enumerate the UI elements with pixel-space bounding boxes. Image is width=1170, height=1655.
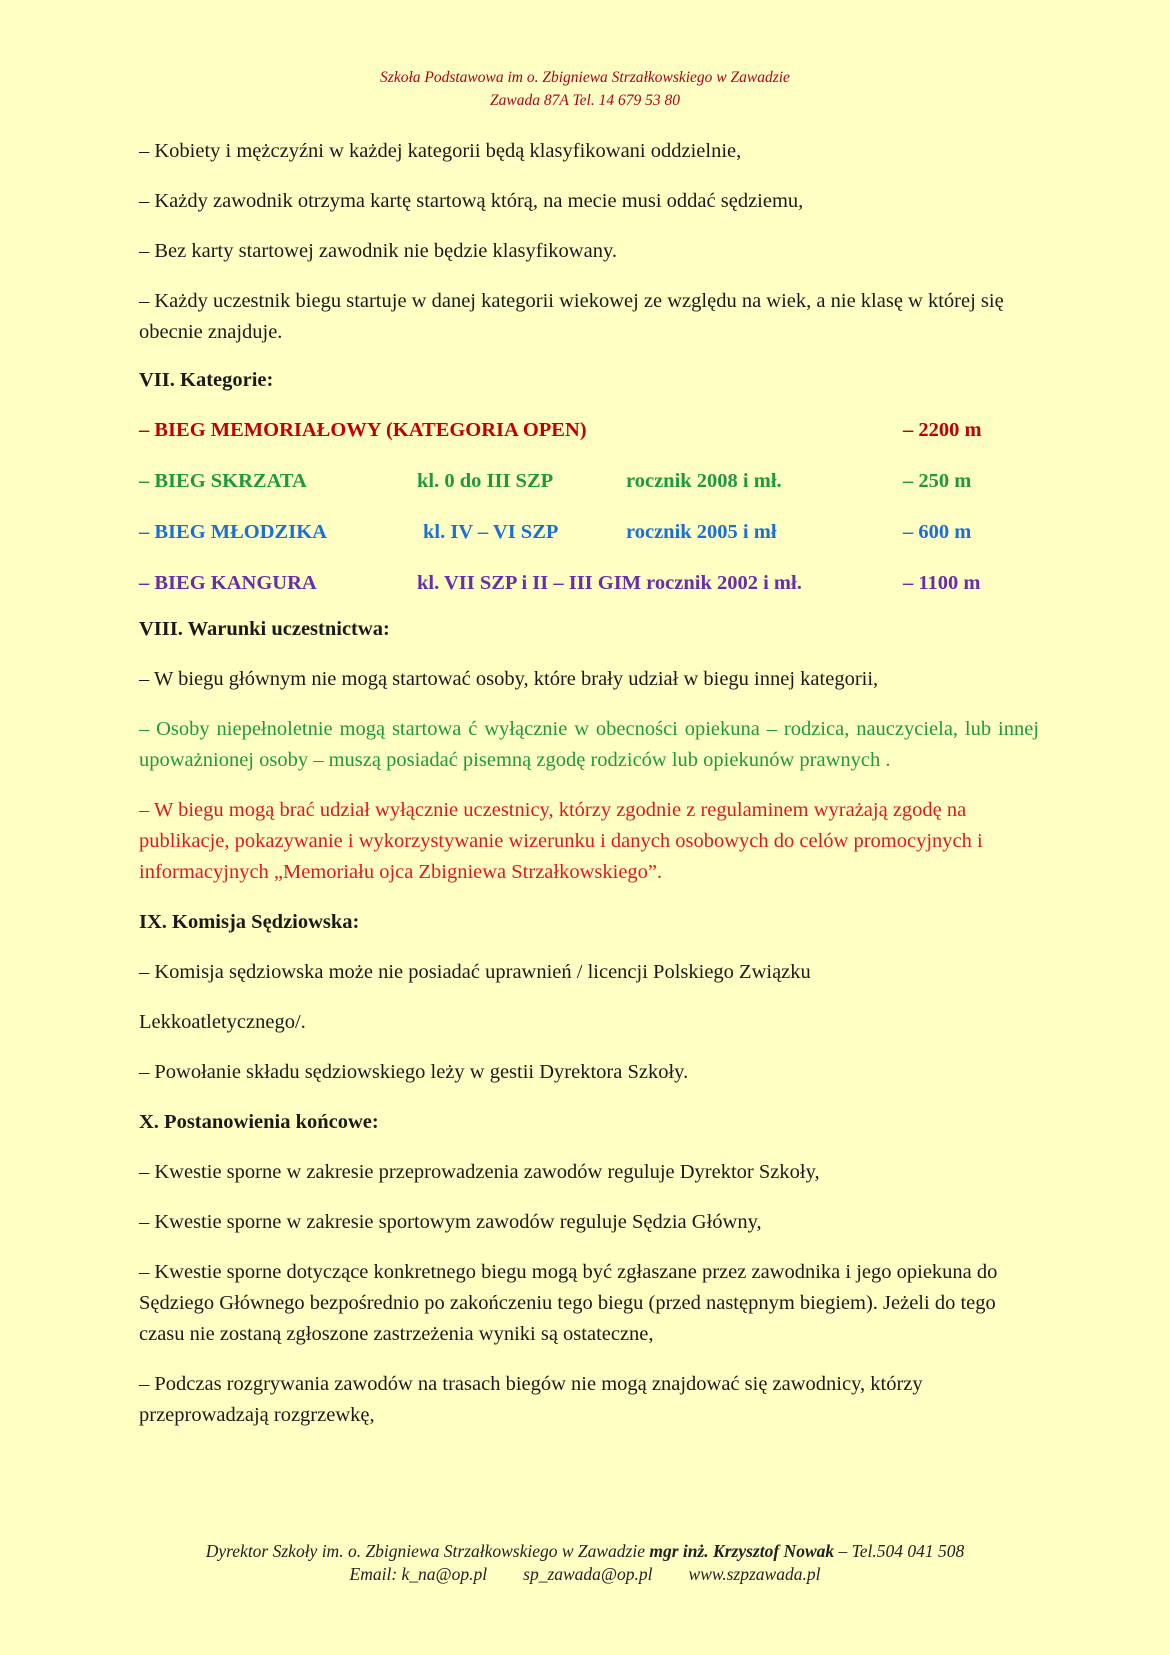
category-distance: – 600 m [903,521,972,543]
section-heading-participation: VIII. Warunki uczestnictwa: [139,618,390,640]
category-name: – BIEG MEMORIAŁOWY (KATEGORIA OPEN) [139,419,587,441]
category-year: rocznik 2005 i mł [626,521,777,543]
category-distance: – 1100 m [903,572,981,594]
category-row-skrzat [139,466,1039,497]
school-name: Szkoła Podstawowa im o. Zbigniewa Strzałkowskiego w Zawadzie [380,69,790,86]
category-name: – BIEG MŁODZIKA [139,521,327,543]
final-rule-referee: – Kwestie sporne w zakresie sportowym zawodów reguluje Sędzia Główny, [139,1211,762,1233]
category-name: – BIEG KANGURA [139,572,317,594]
footer-contact-line [0,1563,1170,1586]
category-class: kl. 0 do III SZP [417,470,554,492]
judges-rule-appointment: – Powołanie składu sędziowskiego leży w gestii Dyrektora Szkoły. [139,1061,689,1083]
school-address: Zawada 87A Tel. 14 679 53 80 [490,92,680,109]
category-distance: – 2200 m [903,419,982,441]
judges-rule-license-cont: Lekkoatletycznego/. [139,1011,306,1033]
category-class: kl. VII SZP i II – III GIM rocznik 2002 i mł. [417,572,802,594]
judges-rule-license: – Komisja sędziowska może nie posiadać uprawnień / licencji Polskiego Związku [139,961,811,983]
page-footer [0,1540,1170,1586]
category-name: – BIEG SKRZATA [139,470,307,492]
letterhead [0,66,1170,112]
category-row-kangur [139,568,1039,599]
document-body [139,136,1039,1450]
rule-start-card: – Każdy zawodnik otrzyma kartę startową którą, na mecie musi oddać sędziemu, [139,190,804,212]
participation-rule-main-run: – W biegu głównym nie mogą startować osoby, które brały udział w biegu innej kategorii, [139,668,879,690]
category-class: kl. IV – VI SZP [423,521,559,543]
footer-email-personal: Email: k_na@op.pl [349,1564,488,1584]
section-heading-judges: IX. Komisja Sędziowska: [139,911,360,933]
footer-director-prefix: Dyrektor Szkoły im. o. Zbigniewa Strzałkowskiego w Zawadzie [205,1541,645,1561]
footer-director-name: mgr inż. Krzysztof Nowak [649,1541,835,1561]
final-rule-warmup: – Podczas rozgrywania zawodów na trasach biegów nie mogą znajdować się zawodnicy, którzy przeprowadzają rozgrzewkę, [139,1373,923,1426]
category-year: rocznik 2008 i mł. [626,470,782,492]
rule-no-card: – Bez karty startowej zawodnik nie będzie klasyfikowany. [139,240,617,262]
section-heading-categories: VII. Kategorie: [139,369,274,391]
final-rule-director: – Kwestie sporne w zakresie przeprowadzenia zawodów reguluje Dyrektor Szkoły, [139,1161,820,1183]
footer-director-line [0,1540,1170,1563]
rule-classification: – Kobiety i mężczyźni w każdej kategorii będą klasyfikowani oddzielnie, [139,140,742,162]
footer-phone: – Tel.504 041 508 [838,1541,965,1561]
participation-rule-minors: – Osoby niepełnoletnie mogą startowa ć wyłącznie w obecności opiekuna – rodzica, nauczyciela, lub innej upoważnionej osoby – muszą posiadać pisemną zgodę rodziców lub opiekunów prawnych . [139,718,1039,771]
participation-rule-consent: – W biegu mogą brać udział wyłącznie uczestnicy, którzy zgodnie z regulaminem wyrażają zgodę na publikacje, pokazywanie i wykorzystywanie wizerunku i danych osobowych do celów promocyjnych i informacyjnych „Memoriału ojca Zbigniewa Strzałkowskiego”. [139,799,983,883]
section-heading-final: X. Postanowienia końcowe: [139,1111,379,1133]
category-row-memorial [139,415,1039,446]
footer-website: www.szpzawada.pl [688,1564,821,1584]
category-row-mlodzik [139,517,1039,548]
footer-email-school: sp_zawada@op.pl [523,1564,653,1584]
category-distance: – 250 m [903,470,972,492]
final-rule-disputes: – Kwestie sporne dotyczące konkretnego biegu mogą być zgłaszane przez zawodnika i jego opiekuna do Sędziego Głównego bezpośrednio po zakończeniu tego biegu (przed następnym biegiem). Jeżeli do tego czasu nie zostaną zgłoszone zastrzeżenia wyniki są ostateczne, [139,1261,998,1345]
rule-age-category: – Każdy uczestnik biegu startuje w danej kategorii wiekowej ze względu na wiek, a nie klasę w której się obecnie znajduje. [139,290,1004,343]
